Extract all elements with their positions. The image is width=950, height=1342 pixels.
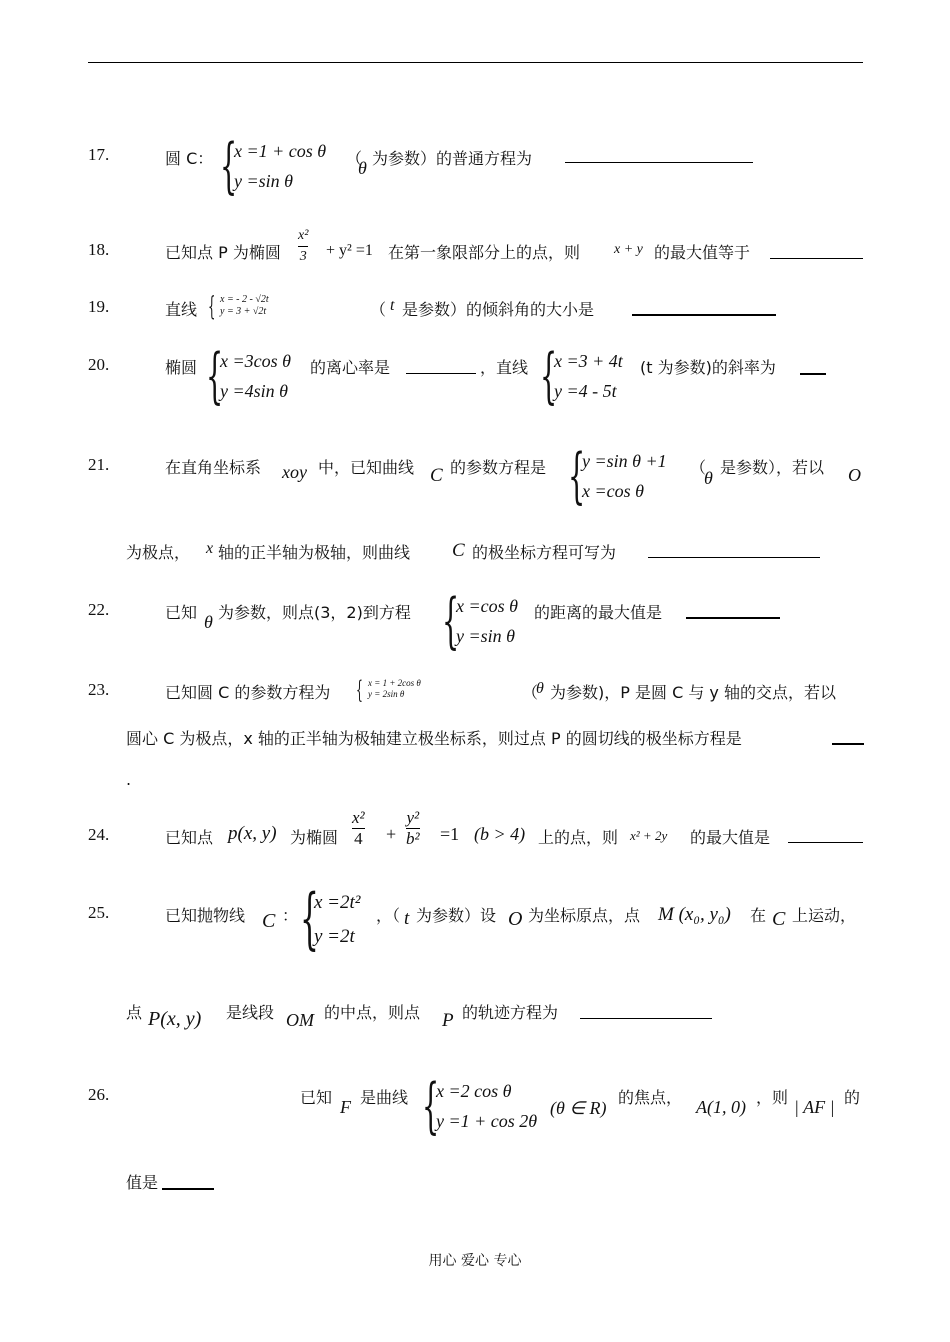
answer-blank[interactable] [832,729,864,745]
equation-line: x =2t² [314,892,361,913]
math-expression: =1 [440,824,460,844]
equation-line: y =sin θ [234,171,293,191]
problem-number: 18. [88,240,110,259]
left-brace: { [206,341,224,411]
parametric-system [442,586,542,656]
problem-text: 在直角坐标系 [165,458,262,477]
problem-text: 已知点 P 为椭圆 [165,243,281,262]
left-brace: { [568,441,586,511]
problem-text: ，则 [756,1088,789,1107]
fraction [406,808,420,849]
math-expression: (θ ∈ R) [550,1098,607,1118]
problem-text: 是曲线 [360,1088,409,1107]
math-expression: x + y [614,242,643,257]
equation-line: y =1 + cos 2θ [436,1111,538,1131]
math-symbol: θ [536,680,544,697]
problem-text: 为极点， [126,543,191,562]
left-brace: { [300,880,319,957]
equation-line: y =sin θ +1 [582,451,667,471]
math-symbol: OM [286,1010,314,1030]
answer-blank[interactable] [632,300,776,316]
equation-line: x = - 2 - √2t [220,294,269,305]
problem-text: 的参数方程是 [450,458,547,477]
problem-text: . [126,770,132,789]
math-expression: | AF | [794,1097,835,1117]
parametric-system [300,880,380,957]
math-symbol: θ [358,158,367,178]
problem-text: （ [690,458,707,477]
problem-text: 为坐标原点，点 [528,906,641,925]
problem-text: 在第一象限部分上的点，则 [388,243,581,262]
parametric-system [356,678,520,702]
problem-text: 在 [750,906,767,925]
problem-text: 点 [126,1003,143,1022]
math-expression: A(1, 0) [696,1097,746,1117]
equation-line: x =2 cos θ [436,1081,512,1101]
math-expression: p(x, y) [228,823,277,844]
problem-text: (t 为参数)的斜率为 [640,358,776,377]
problem-text: 的极坐标方程可写为 [472,543,617,562]
problem-text: 的距离的最大值是 [534,603,663,622]
math-operator: + [386,824,397,844]
problem-number: 25. [88,903,110,922]
math-symbol: t [404,908,410,929]
answer-blank[interactable] [648,543,820,558]
denominator: 3 [299,249,307,264]
problem-text: 圆心 C 为极点，x 轴的正半轴为极轴建立极坐标系，则过点 P 的圆切线的极坐标方程是 [126,729,742,748]
problem-text: 是参数），若以 [720,458,825,477]
parametric-system [206,341,316,411]
equation-line: y =4sin θ [220,381,288,401]
left-brace: { [220,131,238,201]
denominator: b² [406,829,420,848]
math-expression: + y² =1 [326,242,373,259]
math-symbol: F [340,1097,351,1117]
problem-text: 中，已知曲线 [318,458,415,477]
equation-line: x =3 + 4t [554,351,623,371]
problem-text: 椭圆 [165,358,198,377]
answer-blank[interactable] [770,244,863,259]
answer-blank[interactable] [800,359,826,375]
equation-line: x =cos θ [582,481,644,501]
problem-text: 的轨迹方程为 [462,1003,559,1022]
left-brace: { [442,586,460,656]
equation-line: x =cos θ [456,596,518,616]
math-expression: M (x₀, y₀) [658,904,731,925]
problem-number: 19. [88,297,110,316]
problem-text: 的离心率是 [310,358,391,377]
header-rule [88,62,863,63]
parametric-system [568,441,698,511]
problem-text: ： [282,906,299,925]
equation-line: y =2t [314,926,355,947]
answer-blank[interactable] [406,359,476,374]
problem-text: 的中点，则点 [324,1003,421,1022]
math-symbol: x [206,540,214,557]
math-symbol: P [442,1010,454,1031]
problem-number: 24. [88,825,110,844]
page-footer: 用心 爱心 专心 [428,1253,522,1269]
problem-text: ，（ [376,906,401,925]
equation-line: x =1 + cos θ [234,141,327,161]
answer-blank[interactable] [162,1174,214,1190]
problem-number: 23. [88,680,110,699]
answer-blank[interactable] [788,828,863,843]
problem-text: 圆 C： [165,149,214,168]
numerator: x² [352,808,365,827]
problem-text: 已知圆 C 的参数方程为 [165,683,331,702]
math-symbol: O [508,908,523,930]
math-symbol: C [772,908,786,930]
problem-number: 26. [88,1085,110,1104]
problem-text: 已知 [300,1088,333,1107]
problem-number: 17. [88,145,110,164]
problem-text: 的焦点， [618,1088,683,1107]
problem-text: 上运动， [792,906,857,925]
math-symbol: O [848,465,861,485]
numerator: y² [406,808,420,827]
equation-line: y =4 - 5t [554,381,617,401]
parametric-system [208,294,368,320]
problem-text: 为椭圆 [290,828,339,847]
problem-text: 值是 [126,1173,159,1192]
math-symbol: θ [204,612,213,632]
equation-line: y = 3 + √2t [220,306,267,317]
parametric-system [220,131,340,201]
equation-line: x = 1 + 2cos θ [368,678,421,688]
problem-text: （ [346,149,363,168]
problem-text: 的最大值等于 [654,243,751,262]
problem-text: 的最大值是 [690,828,771,847]
problem-number: 20. [88,355,110,374]
left-brace: { [540,341,558,411]
left-brace: { [208,292,216,322]
problem-number: 22. [88,600,110,619]
problem-text: （ [522,683,539,702]
problem-text: 已知抛物线 [165,906,246,925]
fraction [298,226,308,267]
equation-line: y =sin θ [456,626,515,646]
math-symbol: C [430,465,443,486]
problem-text: 直线 [165,300,198,319]
math-symbol: θ [704,468,713,488]
problem-text: （ [370,300,387,319]
problem-text: 为参数）的普通方程为 [372,149,533,168]
answer-blank[interactable] [565,148,753,163]
numerator: x² [298,226,308,247]
math-expression: (b > 4) [474,824,526,844]
answer-blank[interactable] [686,603,780,619]
problem-text: 的 [844,1088,861,1107]
left-brace: { [422,1071,440,1141]
denominator: 4 [354,829,363,848]
problem-text: 为参数）设 [416,906,497,925]
problem-number: 21. [88,455,110,474]
problem-text: 已知点 [165,828,214,847]
problem-text: ，直线 [480,358,529,377]
math-expression: x² + 2y [630,828,668,843]
problem-text: 是线段 [226,1003,275,1022]
problem-text: 是参数）的倾斜角的大小是 [402,300,595,319]
left-brace: { [356,676,363,704]
problem-text: 为参数)，P 是圆 C 与 y 轴的交点，若以 [550,683,836,702]
problem-text: 已知 [165,603,198,622]
math-symbol: C [452,540,465,561]
answer-blank[interactable] [580,1004,712,1019]
problem-text: 上的点，则 [538,828,619,847]
fraction [352,808,365,849]
math-symbol: xoy [282,462,307,482]
math-symbol: C [262,910,276,932]
equation-line: x =3cos θ [220,351,291,371]
problem-text: 轴的正半轴为极轴，则曲线 [218,543,411,562]
equation-line: y = 2sin θ [368,689,405,699]
math-symbol: t [390,297,395,314]
parametric-system [540,341,640,411]
problem-text: 为参数，则点(3，2)到方程 [218,603,411,622]
math-expression: P(x, y) [148,1008,202,1030]
